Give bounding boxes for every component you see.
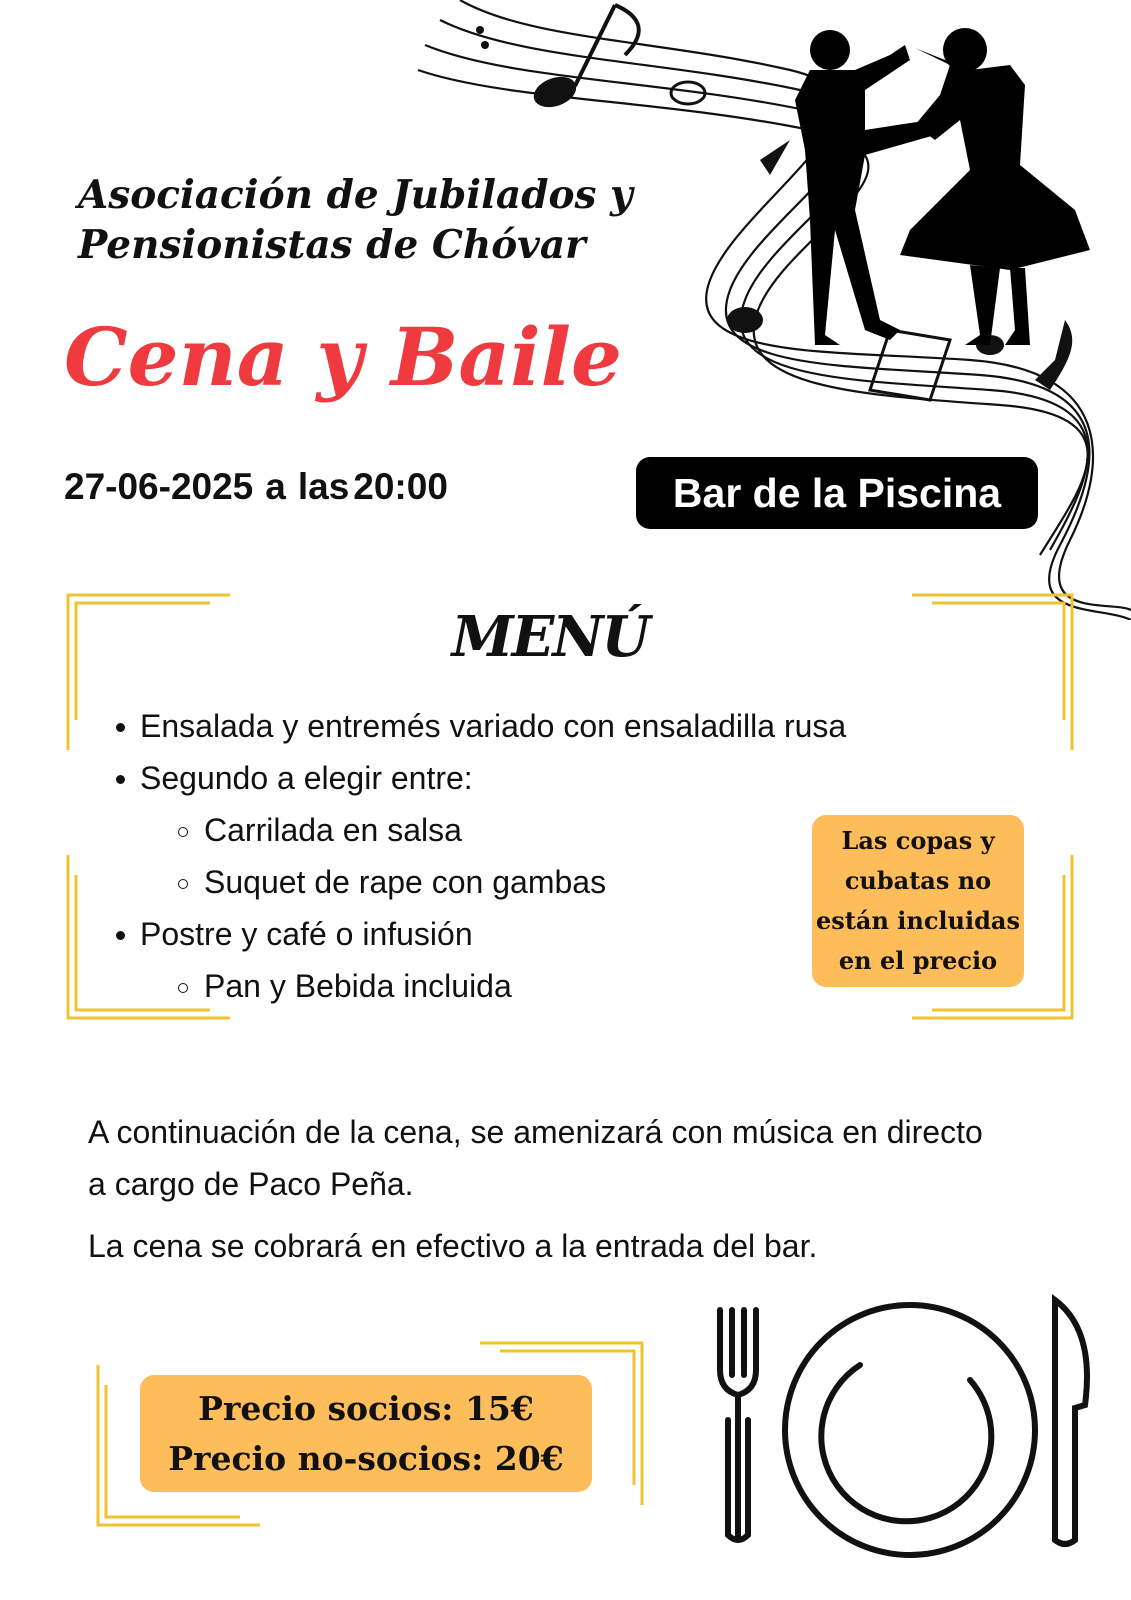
event-date: 27-06-2025 (64, 466, 254, 507)
drinks-note-text: Las copas y cubatas no están incluidas en el precio (816, 826, 1020, 975)
menu-item: Ensalada y entremés variado con ensaladilla rusa (112, 700, 812, 752)
association-name: Asociación de Jubilados y Pensionistas de Chóvar (78, 172, 633, 268)
price-members: Precio socios: 15€ (198, 1388, 534, 1428)
music-note: A continuación de la cena, se amenizará con música en directo a cargo de Paco Peña. (88, 1114, 983, 1202)
menu-subitem: Suquet de rape con gambas (112, 856, 812, 908)
menu-item: Segundo a elegir entre: (112, 752, 812, 804)
dancing-couple-icon (795, 28, 1090, 345)
menu-item: Postre y café o infusión (112, 908, 812, 960)
date-separator: a (265, 466, 286, 507)
payment-note: La cena se cobrará en efectivo a la entrada del bar. (88, 1228, 818, 1264)
menu-subitem: Pan y Bebida incluida (112, 960, 812, 1012)
menu-subitem: Carrilada en salsa (112, 804, 812, 856)
drinks-note (812, 815, 1024, 987)
event-title: Cena y Baile (64, 310, 622, 404)
menu-list (112, 700, 847, 1012)
price-box (140, 1375, 592, 1492)
menu-title: MENÚ (451, 604, 649, 670)
event-time: 20:00 (353, 466, 448, 507)
venue-badge: Bar de la Piscina (636, 457, 1038, 529)
price-non-members: Precio no-socios: 20€ (168, 1438, 564, 1478)
event-datetime (64, 466, 460, 508)
time-prefix: las (297, 466, 350, 507)
plate-cutlery-icon (710, 1290, 1110, 1570)
